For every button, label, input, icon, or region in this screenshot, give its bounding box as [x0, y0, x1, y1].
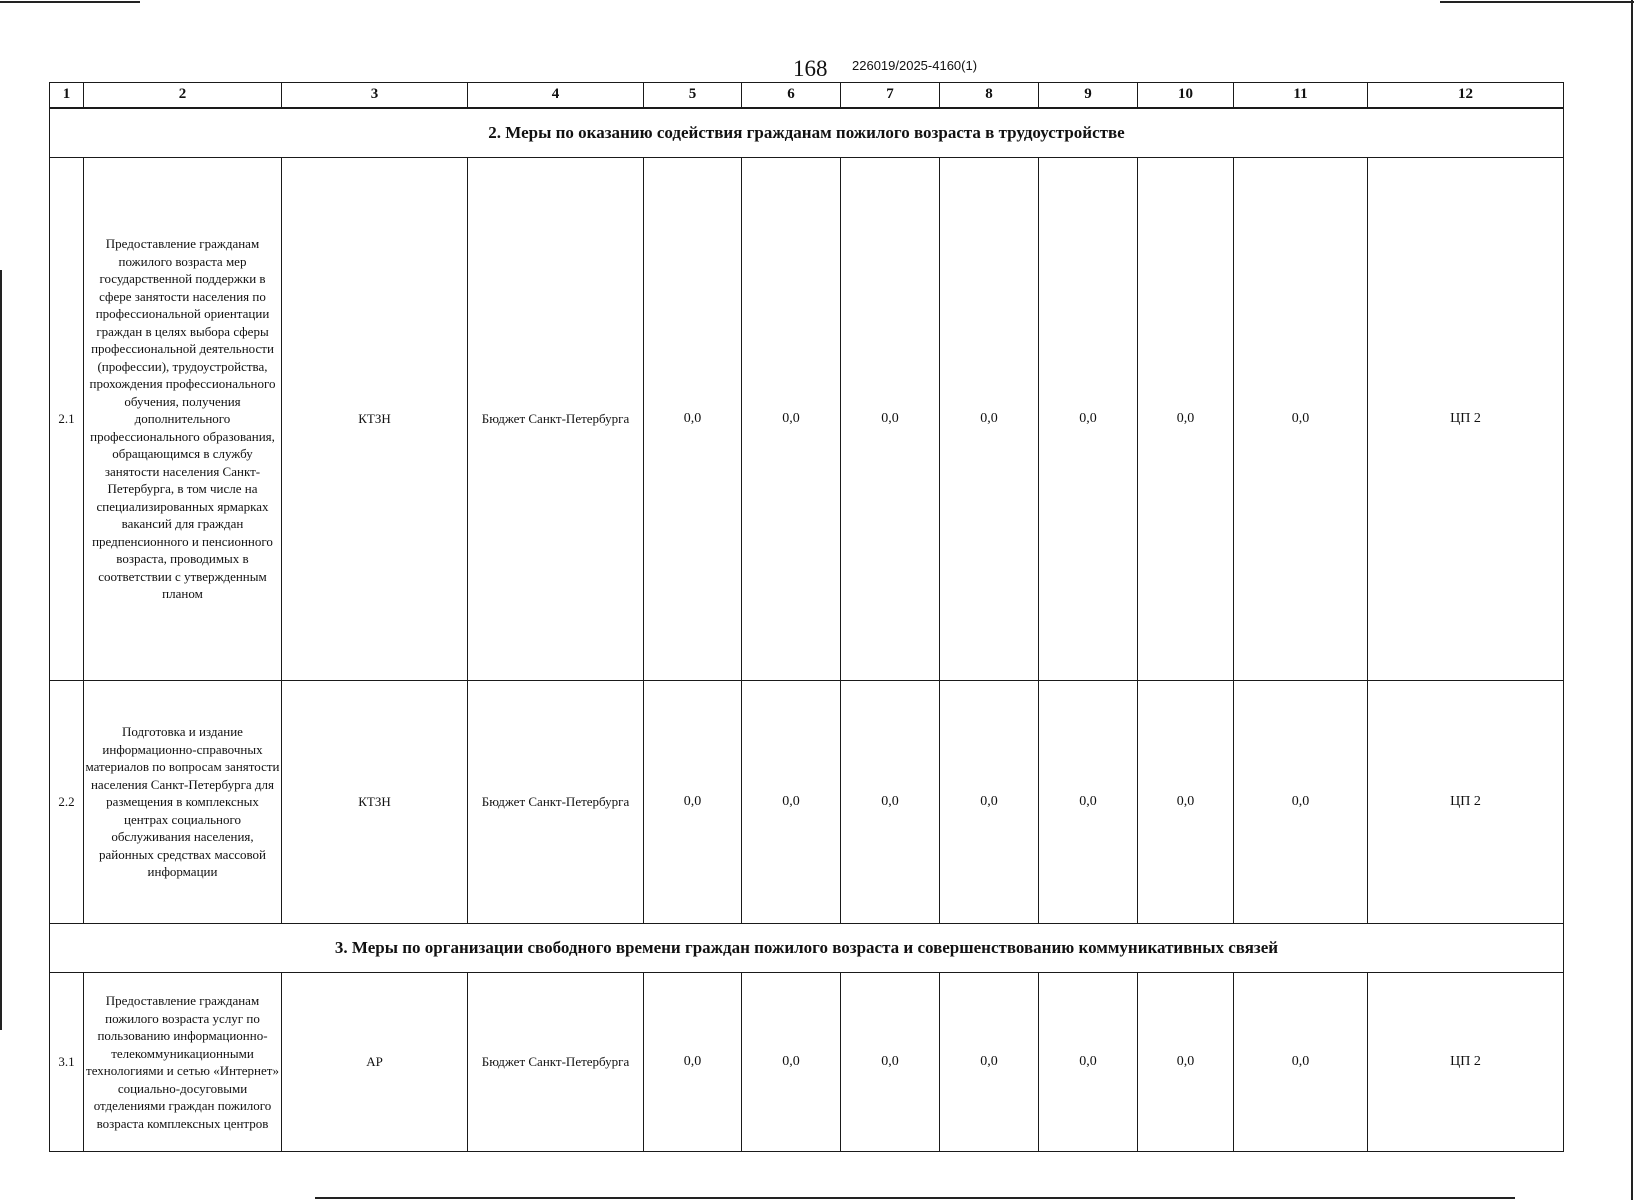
column-number: 12: [1368, 83, 1564, 109]
scan-top-line-right: [1440, 1, 1634, 3]
column-number: 8: [940, 83, 1039, 109]
measures-table: [49, 82, 1564, 1152]
scan-top-line-left: [0, 1, 140, 3]
value-cell: 0,0: [940, 158, 1039, 681]
value-cell: 0,0: [1039, 681, 1138, 924]
row-index: 2.2: [50, 681, 84, 924]
section-header-row: [50, 108, 1564, 158]
measure-description: Предоставление гражданам пожилого возраста услуг по пользованию информационно-телекоммуникационными технологиями и сетью «Интернет» социально-досуговыми отделениями граждан пожилого возраста комплексных центров: [84, 973, 282, 1152]
column-number: 1: [50, 83, 84, 109]
measure-description: Предоставление гражданам пожилого возраста мер государственной поддержки в сфере занятости населения по профессиональной ориентации граждан в целях выбора сферы профессиональной деятельности (профессии), трудоустройства, прохождения профессионального обучения, получения дополнительного профессионального образования, обращающимся в службу занятости населения Санкт-Петербурга, в том числе на специализированных ярмарках вакансий для граждан предпенсионного и пенсионного возраста, проводимых в соответствии с утвержденным планом: [84, 158, 282, 681]
value-cell: 0,0: [1138, 681, 1234, 924]
column-number: 11: [1234, 83, 1368, 109]
funding-source-cell: Бюджет Санкт-Петербурга: [468, 973, 644, 1152]
column-number: 9: [1039, 83, 1138, 109]
section-title: 3. Меры по организации свободного времени граждан пожилого возраста и совершенствованию коммуникативных связей: [50, 924, 1564, 973]
column-number-row: [50, 83, 1564, 109]
scan-right-edge: [1631, 0, 1633, 1200]
page-number: 168: [793, 56, 828, 81]
row-index: 2.1: [50, 158, 84, 681]
value-cell: 0,0: [1234, 158, 1368, 681]
column-number: 7: [841, 83, 940, 109]
document-registration-number: 226019/2025-4160(1): [852, 58, 978, 73]
page-header: [0, 56, 1634, 82]
value-cell: 0,0: [742, 158, 841, 681]
column-number: 2: [84, 83, 282, 109]
column-number: 4: [468, 83, 644, 109]
scan-bottom-line: [315, 1197, 1515, 1199]
value-cell: 0,0: [1234, 681, 1368, 924]
section-header-row: [50, 924, 1564, 973]
column-number: 3: [282, 83, 468, 109]
executor-cell: АР: [282, 973, 468, 1152]
executor-cell: КТЗН: [282, 681, 468, 924]
program-cell: ЦП 2: [1368, 681, 1564, 924]
value-cell: 0,0: [1234, 973, 1368, 1152]
column-number: 6: [742, 83, 841, 109]
column-number: 5: [644, 83, 742, 109]
funding-source-cell: Бюджет Санкт-Петербурга: [468, 158, 644, 681]
value-cell: 0,0: [940, 973, 1039, 1152]
section-title: 2. Меры по оказанию содействия гражданам пожилого возраста в трудоустройстве: [50, 108, 1564, 158]
value-cell: 0,0: [742, 973, 841, 1152]
value-cell: 0,0: [940, 681, 1039, 924]
funding-source-cell: Бюджет Санкт-Петербурга: [468, 681, 644, 924]
value-cell: 0,0: [841, 158, 940, 681]
value-cell: 0,0: [1039, 158, 1138, 681]
measure-description: Подготовка и издание информационно-справочных материалов по вопросам занятости населения Санкт-Петербурга для размещения в комплексных центрах социального обслуживания населения, районных средствах массовой информации: [84, 681, 282, 924]
value-cell: 0,0: [1138, 973, 1234, 1152]
value-cell: 0,0: [841, 973, 940, 1152]
value-cell: 0,0: [841, 681, 940, 924]
value-cell: 0,0: [742, 681, 841, 924]
table-row: [50, 681, 1564, 924]
column-number: 10: [1138, 83, 1234, 109]
program-cell: ЦП 2: [1368, 158, 1564, 681]
row-index: 3.1: [50, 973, 84, 1152]
executor-cell: КТЗН: [282, 158, 468, 681]
value-cell: 0,0: [644, 158, 742, 681]
value-cell: 0,0: [1138, 158, 1234, 681]
table-row: [50, 158, 1564, 681]
value-cell: 0,0: [644, 973, 742, 1152]
scan-left-edge: [0, 270, 2, 1030]
value-cell: 0,0: [644, 681, 742, 924]
table-row: [50, 973, 1564, 1152]
program-cell: ЦП 2: [1368, 973, 1564, 1152]
value-cell: 0,0: [1039, 973, 1138, 1152]
